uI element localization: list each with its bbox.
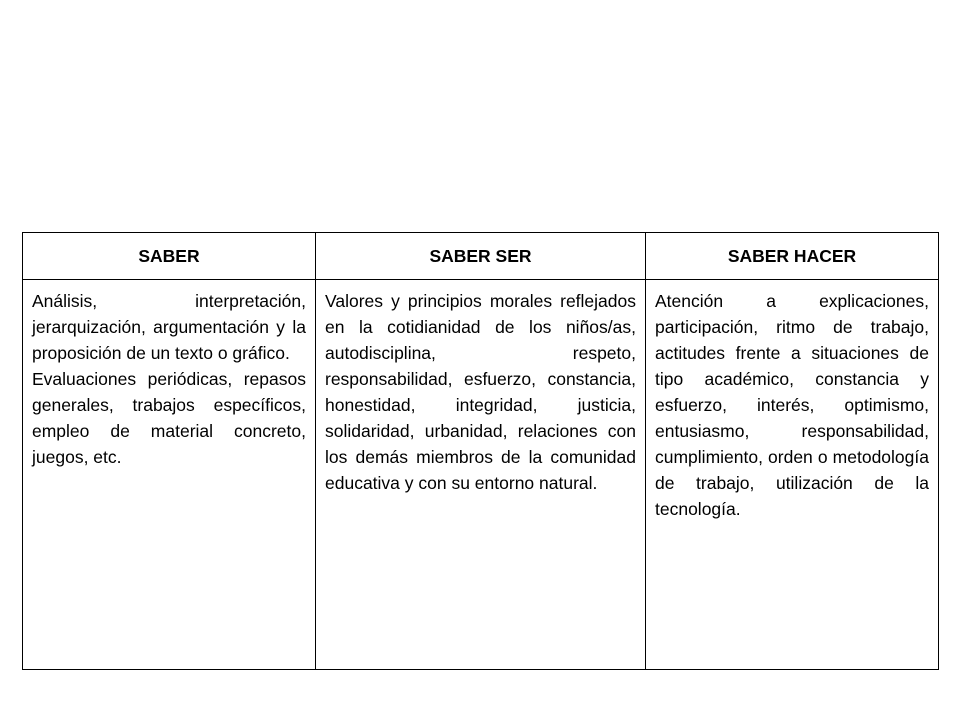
cell-saber <box>23 280 316 670</box>
competencies-table <box>22 232 939 670</box>
header-saber-hacer: SABER HACER <box>646 233 939 280</box>
header-saber-ser: SABER SER <box>316 233 646 280</box>
saber-paragraph-2: Evaluaciones periódicas, repasos generales, trabajos específicos, empleo de material concreto, juegos, etc. <box>32 369 306 467</box>
cell-saber-hacer <box>646 280 939 670</box>
header-row <box>23 233 939 280</box>
content-row <box>23 280 939 670</box>
header-saber: SABER <box>23 233 316 280</box>
saber-hacer-paragraph: Atención a explicaciones, participación, ritmo de trabajo, actitudes frente a situaciones de tipo académico, constancia y esfuerzo, interés, optimismo, entusiasmo, responsabilidad, cumplimiento, orden o metodología de trabajo, utilización de la tecnología. <box>655 291 929 519</box>
saber-ser-paragraph: Valores y principios morales reflejados en la cotidianidad de los niños/as, autodisciplina, respeto, responsabilidad, esfuerzo, constancia, honestidad, integridad, justicia, solidaridad, urbanidad, relaciones con los demás miembros de la comunidad educativa y con su entorno natural. <box>325 291 636 493</box>
saber-paragraph-1: Análisis, interpretación, jerarquización, argumentación y la proposición de un texto o gráfico. <box>32 291 306 363</box>
cell-saber-ser <box>316 280 646 670</box>
